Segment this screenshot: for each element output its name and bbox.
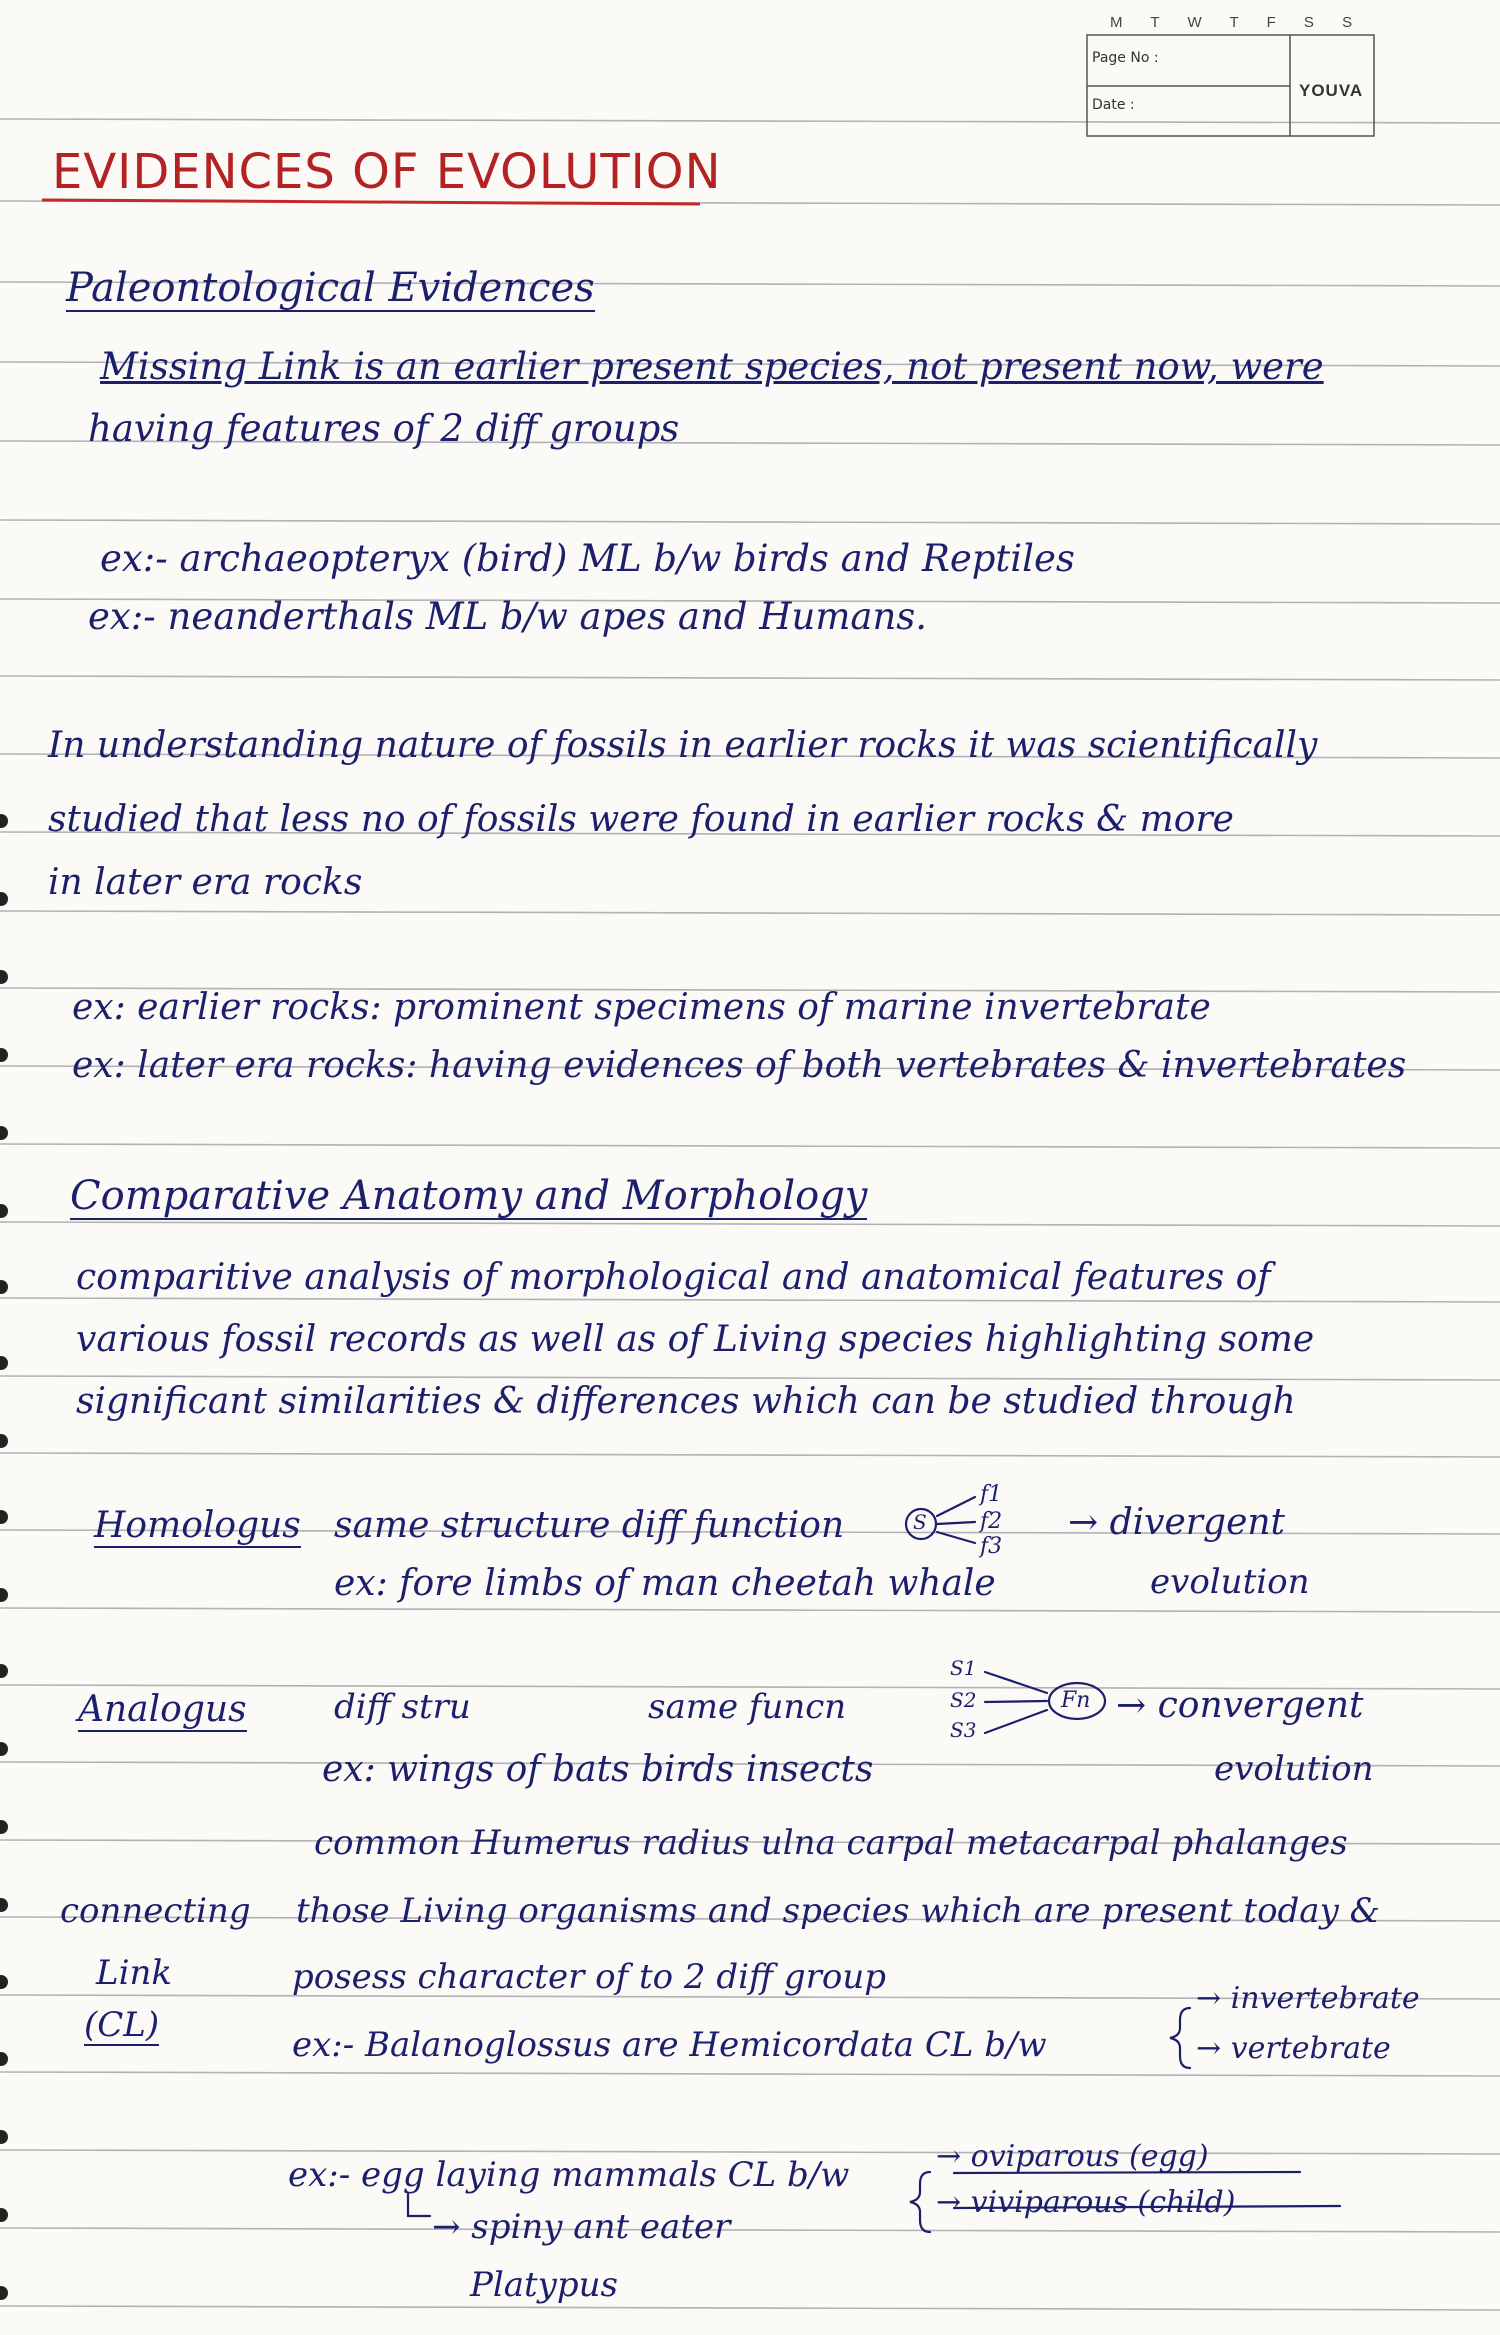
paleo-example-4: ex: later era rocks: having evidences of both vertebrates & invertebrates <box>72 1045 1407 1086</box>
comp-line2: various fossil records as well as of Living species highlighting some <box>76 1319 1315 1360</box>
homologus-f2: f2 <box>980 1509 1003 1534</box>
paleo-example-2: ex:- neanderthals ML b/w apes and Humans. <box>88 595 928 638</box>
analogus-function-symbol: Fn <box>1061 1688 1091 1713</box>
analogus-diff-structure: diff stru <box>334 1687 471 1727</box>
cl-label-connecting: connecting <box>60 1891 251 1931</box>
cl-label-abbr: (CL) <box>84 2005 160 2045</box>
paleo-def-line1: Missing Link is an earlier present species, not present now, were <box>100 345 1324 388</box>
homologus-result-evolution: evolution <box>1150 1562 1310 1602</box>
page-no-label: Page No : <box>1092 50 1159 66</box>
paleo-example-1: ex:- archaeopteryx (bird) ML b/w birds and Reptiles <box>100 537 1075 580</box>
cl-spiny-ant-eater: → spiny ant eater <box>432 2207 731 2247</box>
analogus-result-convergent: → convergent <box>1116 1685 1364 1726</box>
cl-oviparous: → oviparous (egg) <box>936 2139 1209 2174</box>
paleo-para-line3: in later era rocks <box>48 862 363 903</box>
cl-definition-line1: those Living organisms and species which are present today & <box>296 1891 1380 1931</box>
analogus-same-function: same funcn <box>648 1687 847 1727</box>
paleo-heading: Paleontological Evidences <box>66 265 595 311</box>
cl-invertebrate: → invertebrate <box>1196 1981 1420 2016</box>
paleo-def-line2: having features of 2 diff groups <box>88 407 680 450</box>
comp-heading: Comparative Anatomy and Morphology <box>70 1173 868 1219</box>
cl-definition-line2: posess character of to 2 diff group <box>292 1957 887 1997</box>
homologus-label: Homologus <box>94 1505 301 1546</box>
analogus-label: Analogus <box>78 1689 247 1730</box>
analogus-s3: S3 <box>950 1718 977 1742</box>
comp-line3: significant similarities & differences which can be studied through <box>76 1381 1296 1422</box>
paleo-example-3: ex: earlier rocks: prominent specimens of marine invertebrate <box>72 987 1211 1028</box>
date-label: Date : <box>1092 97 1135 113</box>
homologus-result-divergent: → divergent <box>1068 1502 1286 1543</box>
analogus-s1: S1 <box>950 1656 977 1680</box>
analogus-s2: S2 <box>950 1688 977 1712</box>
homologus-structure-symbol: S <box>913 1510 927 1534</box>
cl-platypus: Platypus <box>470 2265 619 2305</box>
homologus-definition: same structure diff function <box>334 1505 845 1546</box>
homologus-example: ex: fore limbs of man cheetah whale <box>334 1563 996 1604</box>
cl-example-2: ex:- egg laying mammals CL b/w <box>288 2155 850 2195</box>
cl-viviparous: → viviparous (child) <box>936 2185 1236 2220</box>
cl-example-1: ex:- Balanoglossus are Hemicordata CL b/w <box>292 2025 1047 2065</box>
brand-logo: YOUVA <box>1299 81 1364 100</box>
cl-vertebrate: → vertebrate <box>1196 2031 1391 2066</box>
comp-line1: comparitive analysis of morphological and anatomical features of <box>76 1257 1271 1298</box>
homologus-f3: f3 <box>980 1534 1003 1559</box>
page-title: EVIDENCES OF EVOLUTION <box>52 144 722 200</box>
analogus-common-bones: common Humerus radius ulna carpal metacarpal phalanges <box>314 1823 1348 1863</box>
paleo-para-line2: studied that less no of fossils were found in earlier rocks & more <box>48 799 1234 840</box>
analogus-result-evolution: evolution <box>1214 1749 1374 1789</box>
weekday-row: M T W T F S S <box>1110 14 1365 31</box>
paleo-para-line1: In understanding nature of fossils in earlier rocks it was scientifically <box>48 725 1318 766</box>
analogus-example: ex: wings of bats birds insects <box>322 1749 874 1790</box>
cl-label-link: Link <box>96 1953 172 1993</box>
homologus-f1: f1 <box>980 1482 1003 1507</box>
